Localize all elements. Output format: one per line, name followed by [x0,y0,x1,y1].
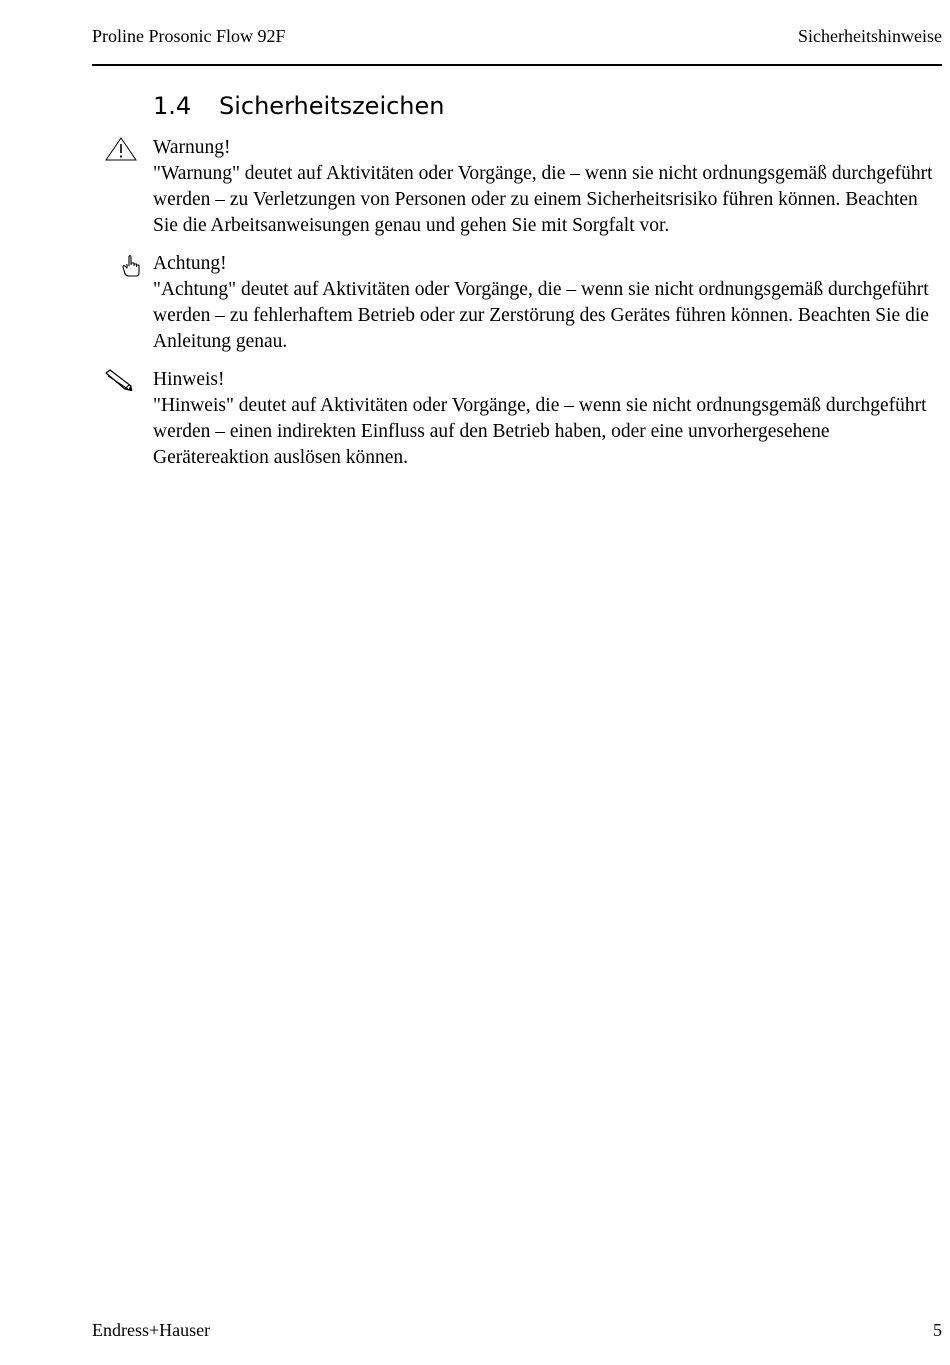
section-title-text: Sicherheitszeichen [219,92,445,120]
section-heading [153,92,445,120]
notice-warning [153,135,943,239]
notice-note [153,367,943,471]
warning-triangle-icon [104,136,138,162]
header-rule [92,64,942,66]
section-number: 1.4 [153,92,192,120]
notice-caution [153,251,943,355]
pencil-icon [103,369,133,391]
notice-heading: Warnung! [153,137,231,158]
notice-text: "Hinweis" deutet auf Aktivitäten oder Vorgänge, die – wenn sie nicht ordnungsgemäß durchgeführt werden – einen indirekten Einfluss auf den Betrieb haben, oder eine unvorhergesehene Gerätereaktion auslösen können. [153,395,927,468]
pointing-hand-icon [121,254,141,278]
header-product-name: Proline Prosonic Flow 92F [92,26,286,46]
footer-page-number: 5 [933,1320,942,1340]
notice-heading: Hinweis! [153,369,225,390]
footer-company: Endress+Hauser [92,1320,211,1340]
page-header [92,26,942,50]
notice-heading: Achtung! [153,253,227,274]
notice-text: "Achtung" deutet auf Aktivitäten oder Vorgänge, die – wenn sie nicht ordnungsgemäß durchgeführt werden – zu fehlerhaftem Betrieb oder zur Zerstörung des Gerätes führen können. Beachten Sie die Anleitung genau. [153,279,929,352]
notice-text: "Warnung" deutet auf Aktivitäten oder Vorgänge, die – wenn sie nicht ordnungsgemäß durchgeführt werden – zu Verletzungen von Personen oder zu einem Sicherheitsrisiko führen können. Beachten Sie die Arbeitsanweisungen genau und gehen Sie mit Sorgfalt vor. [153,163,933,236]
header-chapter-title: Sicherheitshinweise [798,26,942,46]
